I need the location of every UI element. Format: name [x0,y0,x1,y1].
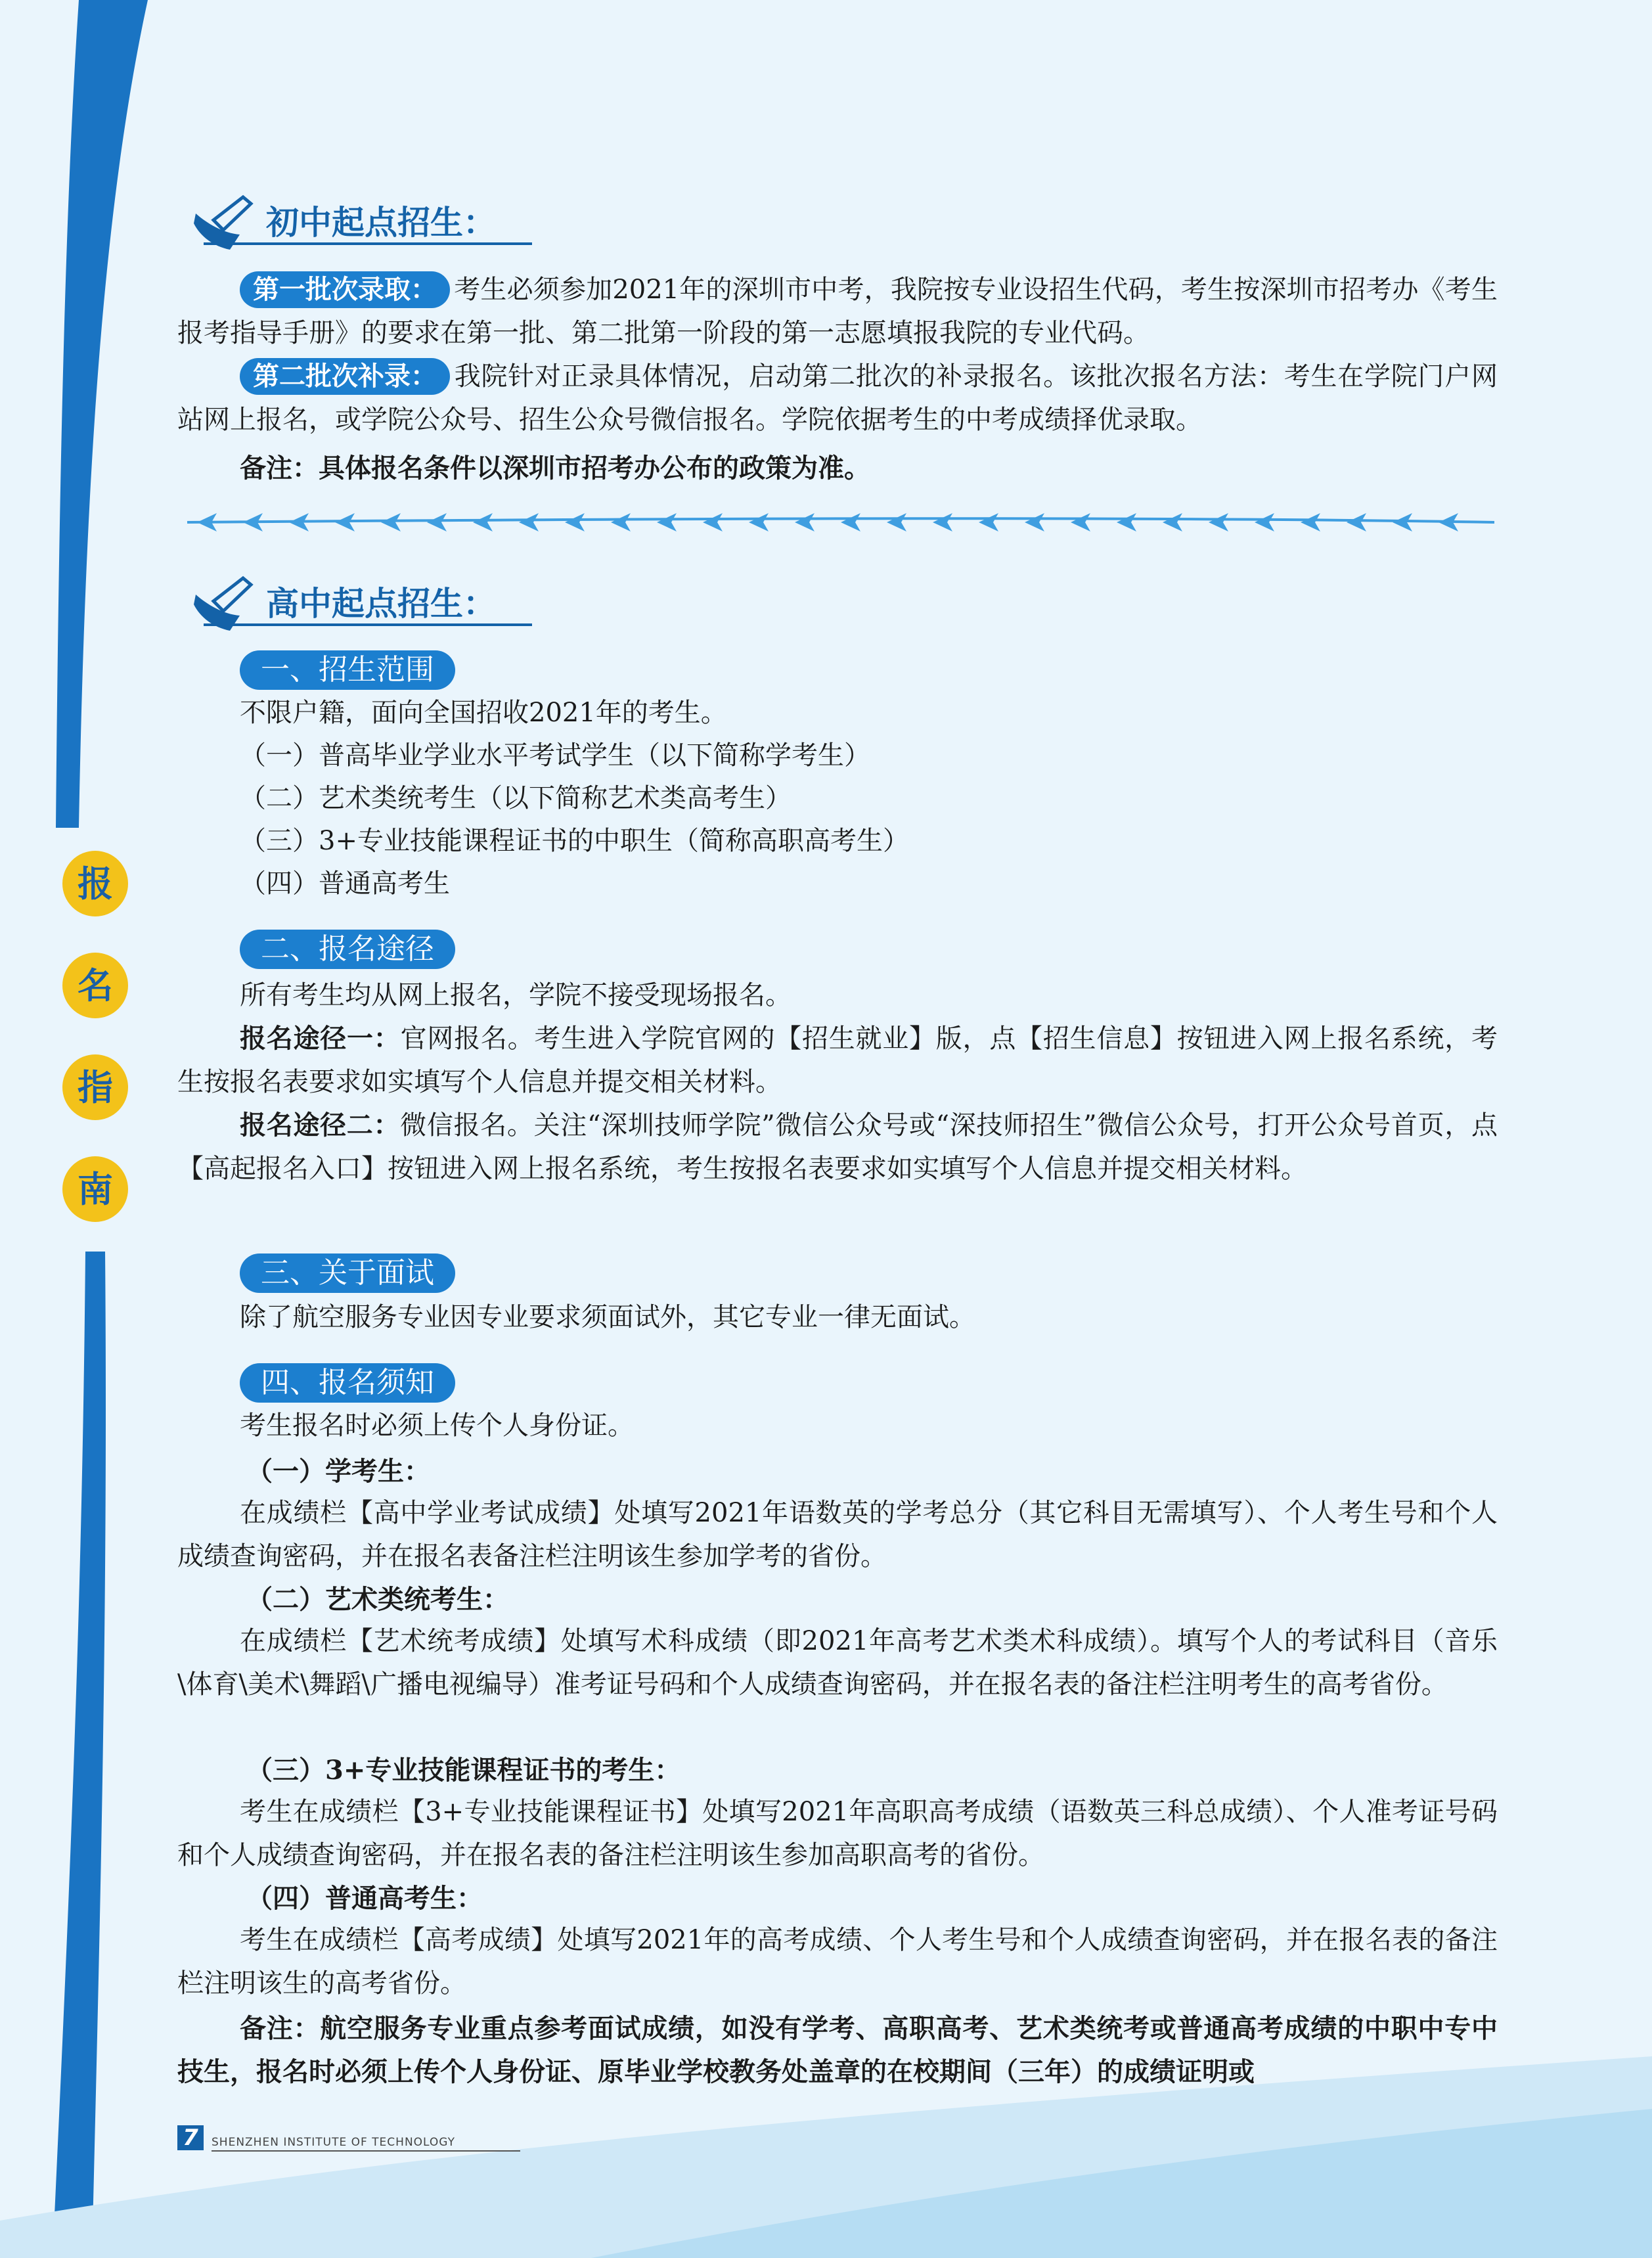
book-icon [190,194,256,250]
subheading-scope: 一、招生范围 [240,650,455,690]
list-item: （四）普通高考生 [240,869,450,899]
notice-c-text: 考生在成绩栏【3+专业技能课程证书】处填写2021年高职高考成绩（语数英三科总成绩）、个人准考证号码和个人成绩查询密码，并在报名表的备注栏注明该生参加高职高考的省份。 [177,1797,1498,1870]
sidebar-badge: 报 [62,851,128,916]
notice-b-text: 在成绩栏【艺术统考成绩】处填写术科成绩（即2021年高考艺术类术科成绩）。填写个人的考试科目（音乐\体育\美术\舞蹈\广播电视编导）准考证号码和个人成绩查询密码，并在报名表的备注栏注明考生的高考省份。 [177,1626,1498,1700]
book-icon [190,575,256,631]
paragraph-channel-1 [177,1017,1498,1104]
label-second-batch: 第二批次补录： [240,358,450,395]
sidebar-badge: 南 [62,1156,128,1222]
interview-text: 除了航空服务专业因专业要求须面试外，其它专业一律无面试。 [240,1302,975,1332]
label-first-batch: 第一批次录取： [240,271,450,308]
notice-a-heading: （一）学考生： [246,1456,430,1487]
note-senior: 备注：航空服务专业重点参考面试成绩，如没有学考、高职高考、艺术类统考或普通高考成绩的中职中专中技生，报名时必须上传个人身份证、原毕业学校教务处盖章的在校期间（三年）的成绩证明或 [177,2013,1498,2087]
notice-b-heading: （二）艺术类统考生： [246,1584,509,1615]
footer-institution: SHENZHEN INSTITUTE OF TECHNOLOGY [212,2136,455,2149]
section-title: 高中起点招生： [266,585,496,623]
label-channel-2: 报名途径二： [240,1110,401,1140]
note-junior: 备注：具体报名条件以深圳市招考办公布的政策为准。 [240,453,870,484]
notice-intro: 考生报名时必须上传个人身份证。 [240,1411,634,1441]
text-channel-2: 微信报名。关注“深圳技师学院”微信公众号或“深技师招生”微信公众号，打开公众号首页，点【高起报名入口】按钮进入网上报名系统，考生按报名表要求如实填写个人信息并提交相关材料。 [177,1110,1498,1184]
subheading-notice: 四、报名须知 [240,1363,455,1403]
subheading-channels: 二、报名途径 [240,930,455,969]
paragraph-first-batch [177,268,1498,355]
list-item: （三）3+专业技能课程证书的中职生（简称高职高考生） [240,826,909,856]
text-second-batch: 我院针对正录具体情况，启动第二批次的补录报名。该批次报名方法：考生在学院门户网站网上报名，或学院公众号、招生公众号微信报名。学院依据考生的中考成绩择优录取。 [177,361,1498,435]
list-item: 不限户籍，面向全国招收2021年的考生。 [240,698,727,728]
notice-a-text: 在成绩栏【高中学业考试成绩】处填写2021年语数英的学考总分（其它科目无需填写）、个人考生号和个人成绩查询密码，并在报名表备注栏注明该生参加学考的省份。 [177,1498,1498,1571]
text-first-batch: 考生必须参加2021年的深圳市中考，我院按专业设招生代码，考生按深圳市招考办《考生报考指导手册》的要求在第一批、第二批第一阶段的第一志愿填报我院的专业代码。 [177,275,1498,348]
paragraph-second-batch [177,355,1498,441]
notice-d-heading: （四）普通高考生： [246,1883,483,1914]
notice-d-text: 考生在成绩栏【高考成绩】处填写2021年的高考成绩、个人考生号和个人成绩查询密码，并在报名表的备注栏注明该生的高考省份。 [177,1925,1498,1998]
subheading-interview: 三、关于面试 [240,1253,455,1293]
text-channel-1: 官网报名。考生进入学院官网的【招生就业】版，点【招生信息】按钮进入网上报名系统，考生按报名表要求如实填写个人信息并提交相关材料。 [177,1024,1498,1097]
sidebar-badge: 指 [62,1054,128,1120]
paragraph-channel-2 [177,1104,1498,1190]
section-title: 初中起点招生： [266,204,496,242]
label-channel-1: 报名途径一： [240,1023,401,1054]
list-item: （二）艺术类统考生（以下简称艺术类高考生） [240,783,792,813]
page-number: 7 [177,2125,204,2150]
sidebar-badge: 名 [62,953,128,1018]
channels-intro: 所有考生均从网上报名，学院不接受现场报名。 [240,980,792,1010]
notice-c-heading: （三）3+专业技能课程证书的考生： [246,1755,681,1786]
list-item: （一）普高毕业学业水平考试学生（以下简称学考生） [240,740,870,771]
